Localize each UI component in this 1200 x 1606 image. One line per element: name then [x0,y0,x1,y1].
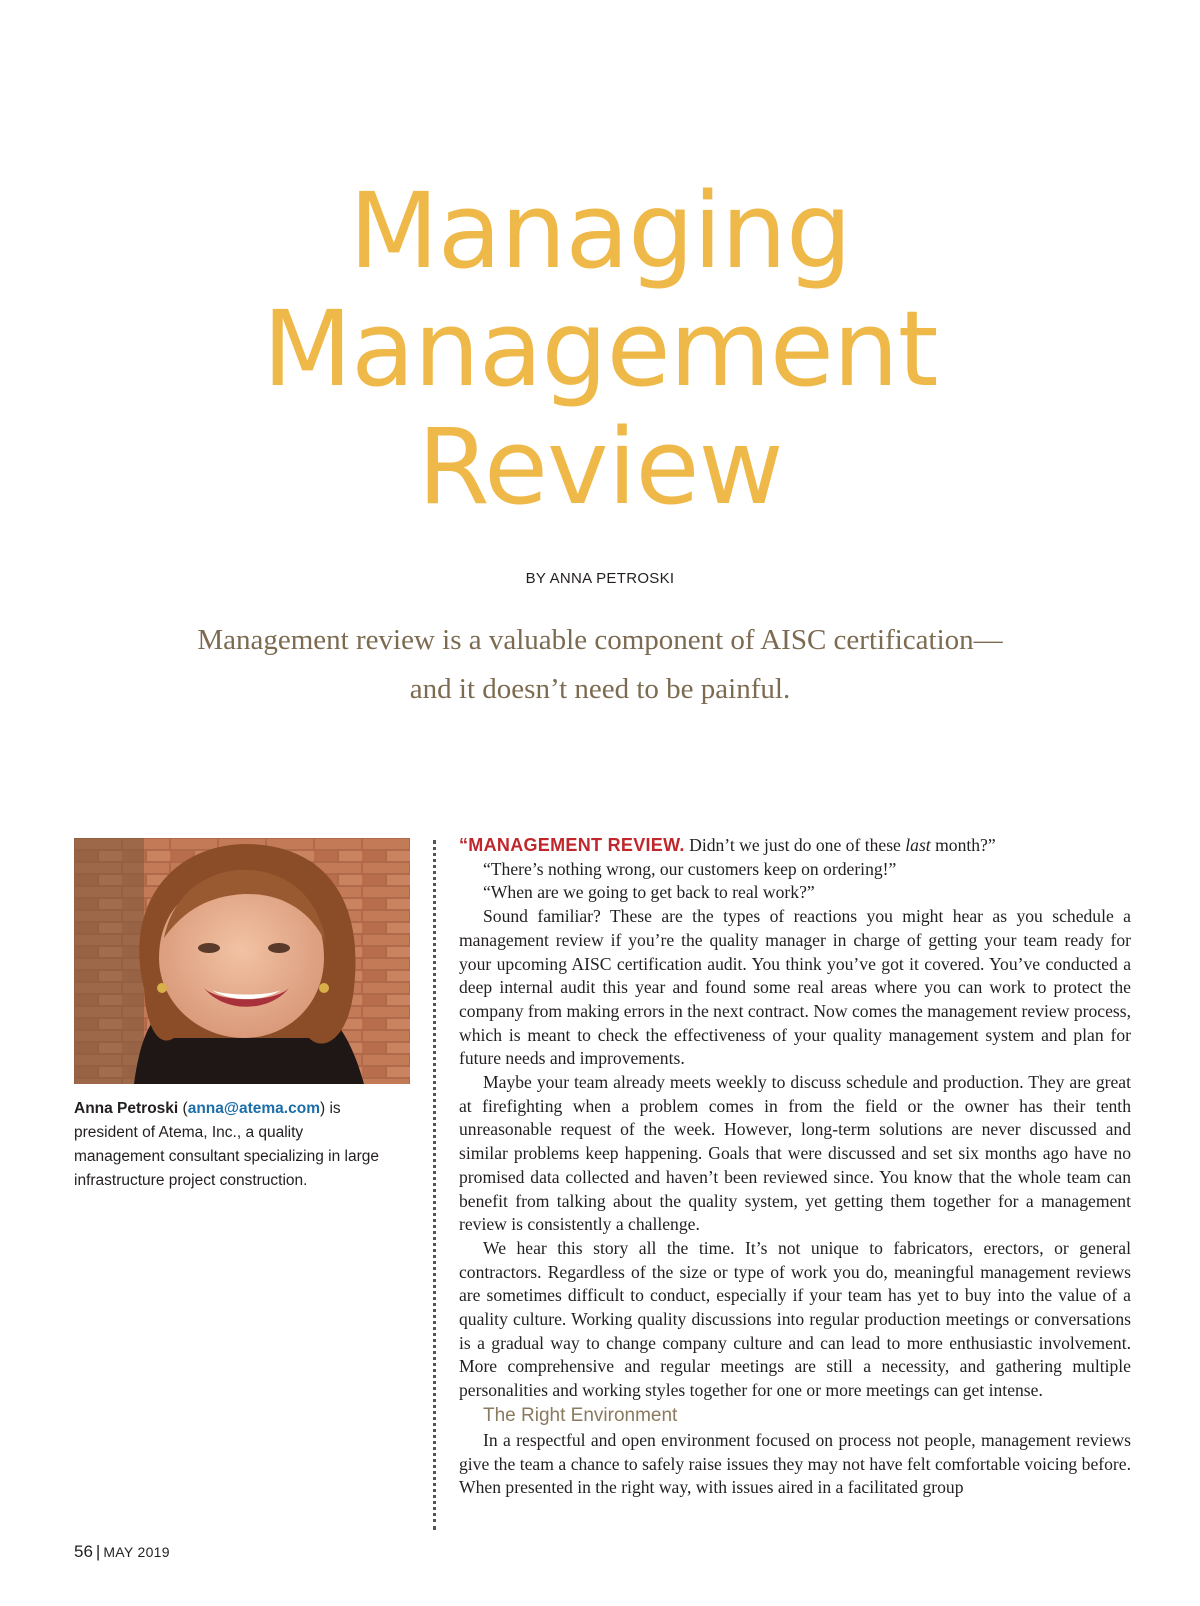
deck-line: Management review is a valuable component of AISC certification— [197,624,1003,656]
author-name: Anna Petroski [74,1100,179,1117]
issue-date: MAY 2019 [103,1544,170,1560]
paragraph-text: Didn’t we just do one of these [684,835,906,855]
paragraph: We hear this story all the time. It’s not unique to fabricators, erectors, or general contractors. Regardless of the size or type of work you do, meaningful management reviews are sometimes difficult to conduct, especially if your team has yet to buy into the value of a quality culture. Working quality discussions into regular production meetings or conversations is a gradual way to change company culture and can lead to more enthusiastic involvement. More comprehensive and regular meetings are still a necessity, and gathering multiple personalities and working styles together for one or more meetings can get intense. [459,1237,1131,1401]
deck [0,616,1200,714]
paragraph [459,834,1131,858]
author-email-link[interactable]: anna@atema.com [187,1100,320,1117]
column-divider [433,840,436,1530]
lead-in: “MANAGEMENT REVIEW. [459,835,685,855]
paragraph: In a respectful and open environment focused on process not people, management reviews give the team a chance to safely raise issues they may not have felt comfortable voicing before. When presented in the right way, with issues aired in a facilitated group [459,1429,1131,1498]
title-line: Review [417,406,783,528]
bio-paren-close: ) [319,1100,326,1117]
folio-separator: | [95,1542,101,1561]
emphasis: last [905,835,931,855]
paragraph-text: month?” [930,835,996,855]
paragraph: Maybe your team already meets weekly to discuss schedule and production. They are great at firefighting when a problem comes in from the field or the owner has their tenth unreasonable request of the week. However, long-term solutions are never discussed and similar problems keep happening. Goals that were discussed and set six months ago have no promised data collected and haven’t been reviewed since. You know that the whole team can benefit from talking about the quality system, yet getting them together for a management review is consistently a challenge. [459,1072,1131,1235]
title-line: Management [262,288,938,410]
paragraph: Sound familiar? These are the types of reactions you might hear as you schedule a management review if you’re the quality manager in charge of getting your team ready for your upcoming AISC certification audit. You think you’ve got it covered. You’ve conducted a deep internal audit this year and found some real areas where you can work to protect the company from making errors in the next contract. Now comes the management review process, which is meant to check the effectiveness of your quality management system and plan for future needs and improvements. [459,906,1131,1069]
title-line: Managing [349,170,851,292]
article-title [0,172,1200,526]
page-number: 56 [74,1542,93,1561]
author-bio [74,1097,394,1193]
paragraph: “When are we going to get back to real work?” [483,882,815,903]
article-body [459,834,1131,1500]
paragraph: “There’s nothing wrong, our customers keep on ordering!” [483,858,897,879]
author-photo [74,838,410,1084]
deck-line: and it doesn’t need to be painful. [409,673,791,705]
byline: BY ANNA PETROSKI [525,570,675,587]
section-heading: The Right Environment [483,1404,678,1426]
bio-paren-open: ( [178,1100,188,1117]
page-footer [74,1542,170,1562]
bio-text: is president of Atema, Inc., a quality management consultant specializing in large infrastructure project construction. [74,1100,380,1189]
